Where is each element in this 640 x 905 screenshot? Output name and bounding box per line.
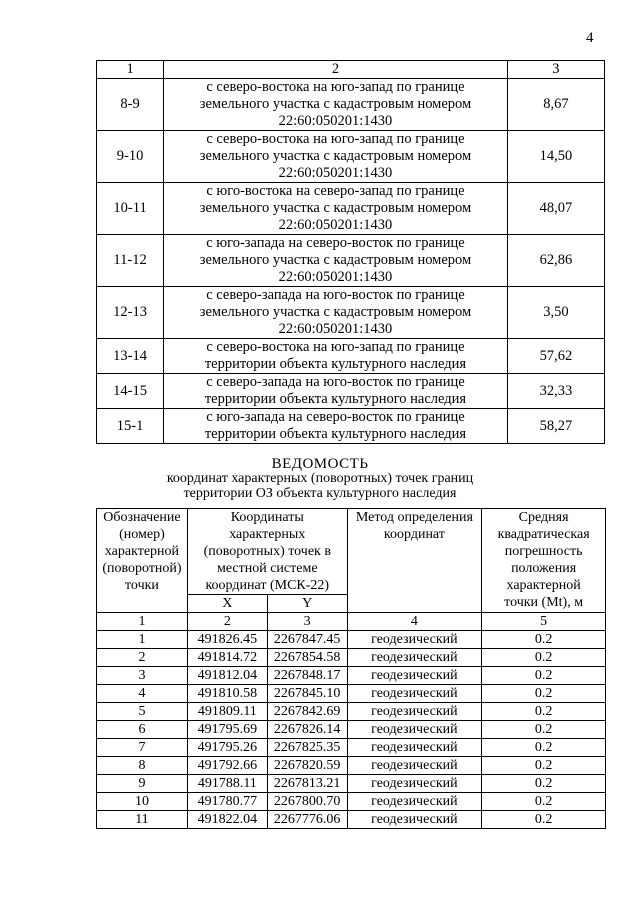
point-number: 3 — [97, 667, 188, 685]
method: геодезический — [347, 739, 482, 757]
header-line: характерной — [506, 578, 581, 593]
coord-x: 491809.11 — [187, 703, 267, 721]
description-line: территории объекта культурного наследия — [204, 356, 467, 372]
segment-length: 58,27 — [507, 409, 604, 444]
segment-description — [164, 235, 508, 287]
description-line: 22:60:050201:1430 — [278, 217, 393, 233]
mean-error: 0.2 — [482, 757, 606, 775]
coordinates-table — [96, 508, 606, 829]
segment-length: 62,86 — [507, 235, 604, 287]
header-cell-3: 3 — [507, 61, 604, 79]
column-numbers-row — [97, 613, 606, 631]
segment-id: 8-9 — [97, 79, 164, 131]
point-row — [97, 649, 606, 667]
header-line: характерных — [229, 527, 306, 542]
coord-x: 491822.04 — [187, 811, 267, 829]
header-line: (поворотной) — [102, 561, 182, 576]
mean-error: 0.2 — [482, 739, 606, 757]
point-number: 10 — [97, 793, 188, 811]
method: геодезический — [347, 667, 482, 685]
segment-row — [97, 409, 605, 444]
description-line: 22:60:050201:1430 — [278, 321, 393, 337]
segment-row — [97, 374, 605, 409]
point-row — [97, 685, 606, 703]
point-row — [97, 739, 606, 757]
y-subheader: Y — [267, 595, 347, 613]
method: геодезический — [347, 685, 482, 703]
coord-y: 2267800.70 — [267, 793, 347, 811]
segment-row — [97, 339, 605, 374]
header-line: местной системе — [216, 561, 318, 576]
column-number: 4 — [347, 613, 482, 631]
segment-id: 15-1 — [97, 409, 164, 444]
header-line: координат — [383, 527, 445, 542]
point-row — [97, 757, 606, 775]
method: геодезический — [347, 793, 482, 811]
header-cell-1: 1 — [97, 61, 164, 79]
description-line: с юго-запада на северо-восток по границе — [206, 409, 465, 425]
mean-error: 0.2 — [482, 631, 606, 649]
method: геодезический — [347, 811, 482, 829]
segment-row — [97, 183, 605, 235]
column-number: 1 — [97, 613, 188, 631]
description-line: с юго-запада на северо-восток по границе — [206, 235, 465, 251]
mean-error: 0.2 — [482, 721, 606, 739]
header-line: точки (Mt), м — [504, 595, 584, 610]
description-line: с северо-запада на юго-восток по границе — [206, 287, 465, 303]
coord-x: 491810.58 — [187, 685, 267, 703]
coord-x: 491814.72 — [187, 649, 267, 667]
mean-error: 0.2 — [482, 811, 606, 829]
point-number: 11 — [97, 811, 188, 829]
segment-length: 3,50 — [507, 287, 604, 339]
header-line: квадратическая — [497, 527, 590, 542]
coord-y: 2267776.06 — [267, 811, 347, 829]
point-number: 1 — [97, 631, 188, 649]
point-row — [97, 703, 606, 721]
point-row — [97, 631, 606, 649]
header-line: Метод определения — [355, 510, 473, 525]
segment-row — [97, 235, 605, 287]
mean-error: 0.2 — [482, 703, 606, 721]
description-line: 22:60:050201:1430 — [278, 165, 393, 181]
coord-y: 2267842.69 — [267, 703, 347, 721]
segment-id: 11-12 — [97, 235, 164, 287]
coord-x: 491812.04 — [187, 667, 267, 685]
header-line: Средняя — [518, 510, 569, 525]
header-line: точки — [125, 578, 159, 593]
method: геодезический — [347, 757, 482, 775]
description-line: земельного участка с кадастровым номером — [199, 96, 472, 112]
segment-description — [164, 287, 508, 339]
segment-length: 8,67 — [507, 79, 604, 131]
segment-description — [164, 374, 508, 409]
segment-length: 48,07 — [507, 183, 604, 235]
point-number: 5 — [97, 703, 188, 721]
point-row — [97, 775, 606, 793]
segment-id: 10-11 — [97, 183, 164, 235]
description-line: с северо-запада на юго-восток по границе — [206, 374, 465, 390]
segment-description — [164, 409, 508, 444]
x-subheader: X — [187, 595, 267, 613]
coord-x: 491788.11 — [187, 775, 267, 793]
method: геодезический — [347, 649, 482, 667]
mean-error: 0.2 — [482, 775, 606, 793]
method: геодезический — [347, 721, 482, 739]
coord-y: 2267845.10 — [267, 685, 347, 703]
coord-x: 491795.69 — [187, 721, 267, 739]
point-number: 9 — [97, 775, 188, 793]
segment-description — [164, 339, 508, 374]
coord-y: 2267848.17 — [267, 667, 347, 685]
header-line: (номер) — [119, 527, 165, 542]
segment-description — [164, 131, 508, 183]
coord-y: 2267847.45 — [267, 631, 347, 649]
segments-table-header — [97, 61, 605, 79]
method: геодезический — [347, 703, 482, 721]
point-number: 2 — [97, 649, 188, 667]
description-line: земельного участка с кадастровым номером — [199, 252, 472, 268]
header-cell-2: 2 — [164, 61, 508, 79]
segment-length: 32,33 — [507, 374, 604, 409]
mean-error: 0.2 — [482, 649, 606, 667]
coord-y: 2267825.35 — [267, 739, 347, 757]
description-line: земельного участка с кадастровым номером — [199, 304, 472, 320]
segment-length: 14,50 — [507, 131, 604, 183]
statement-title: ВЕДОМОСТЬ — [271, 456, 369, 472]
coord-y: 2267820.59 — [267, 757, 347, 775]
point-row — [97, 667, 606, 685]
coord-x: 491826.45 — [187, 631, 267, 649]
method: геодезический — [347, 775, 482, 793]
page-number: 4 — [586, 30, 594, 46]
mean-error: 0.2 — [482, 685, 606, 703]
method: геодезический — [347, 631, 482, 649]
point-number: 6 — [97, 721, 188, 739]
mean-error: 0.2 — [482, 667, 606, 685]
coord-x: 491792.66 — [187, 757, 267, 775]
coord-y: 2267854.58 — [267, 649, 347, 667]
segments-table — [96, 60, 605, 444]
coordinates-header — [187, 509, 347, 595]
description-line: с северо-востока на юго-запад по границе — [206, 131, 465, 147]
point-row — [97, 793, 606, 811]
description-line: 22:60:050201:1430 — [278, 269, 393, 285]
segment-id: 9-10 — [97, 131, 164, 183]
point-number: 4 — [97, 685, 188, 703]
point-row — [97, 811, 606, 829]
column-number: 2 — [187, 613, 267, 631]
segment-id: 13-14 — [97, 339, 164, 374]
segment-row — [97, 131, 605, 183]
description-line: территории объекта культурного наследия — [204, 391, 467, 407]
column-number: 5 — [482, 613, 606, 631]
point-number: 7 — [97, 739, 188, 757]
header-line: координат (МСК-22) — [205, 578, 330, 593]
header-line: положения — [511, 561, 577, 576]
segment-id: 12-13 — [97, 287, 164, 339]
point-number: 8 — [97, 757, 188, 775]
description-line: земельного участка с кадастровым номером — [199, 148, 472, 164]
description-line: 22:60:050201:1430 — [278, 113, 393, 129]
segment-row — [97, 287, 605, 339]
description-line: с юго-востока на северо-запад по границе — [206, 183, 465, 199]
header-line: характерной — [104, 544, 180, 559]
mean-error: 0.2 — [482, 793, 606, 811]
point-designation-header — [97, 509, 188, 613]
segment-description — [164, 183, 508, 235]
point-row — [97, 721, 606, 739]
header-line: (поворотных) точек в — [203, 544, 331, 559]
segment-id: 14-15 — [97, 374, 164, 409]
header-line: погрешность — [504, 544, 583, 559]
segment-row — [97, 79, 605, 131]
header-line: Координаты — [230, 510, 304, 525]
coord-y: 2267813.21 — [267, 775, 347, 793]
segment-description — [164, 79, 508, 131]
segment-length: 57,62 — [507, 339, 604, 374]
coord-y: 2267826.14 — [267, 721, 347, 739]
description-line: земельного участка с кадастровым номером — [199, 200, 472, 216]
column-number: 3 — [267, 613, 347, 631]
method-header — [347, 509, 482, 613]
header-line: Обозначение — [103, 510, 181, 525]
coord-x: 491780.77 — [187, 793, 267, 811]
statement-subtitle-2: территории ОЗ объекта культурного наследия — [183, 486, 457, 501]
description-line: территории объекта культурного наследия — [204, 426, 467, 442]
error-header — [482, 509, 606, 613]
coord-x: 491795.26 — [187, 739, 267, 757]
description-line: с северо-востока на юго-запад по границе — [206, 79, 465, 95]
description-line: с северо-востока на юго-запад по границе — [206, 339, 465, 355]
statement-subtitle-1: координат характерных (поворотных) точек границ — [166, 471, 474, 486]
